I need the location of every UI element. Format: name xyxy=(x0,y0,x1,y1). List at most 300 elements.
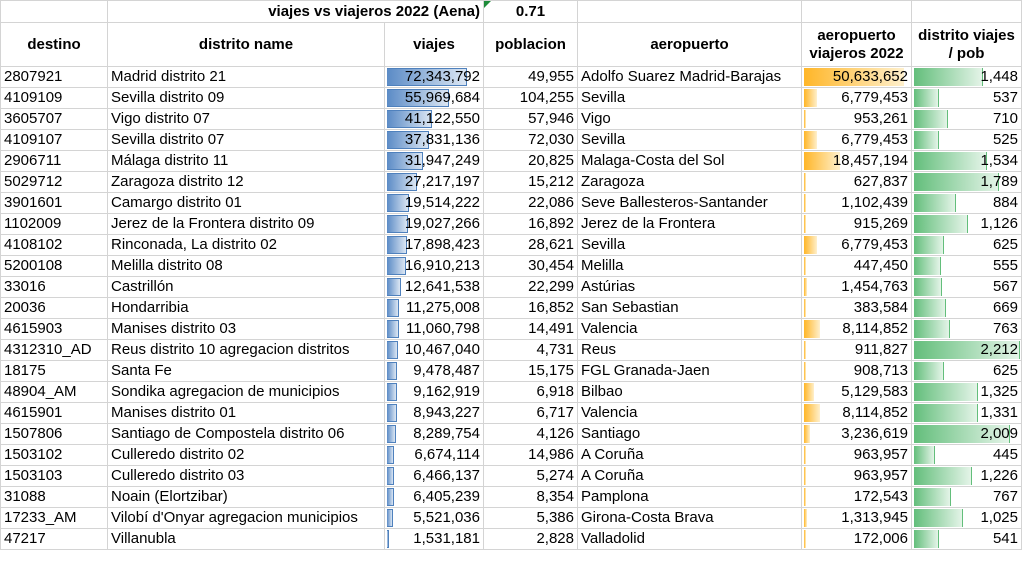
cell-poblacion-value: 22,299 xyxy=(528,278,574,295)
cell-viajeros[interactable] xyxy=(802,67,912,88)
cell-viajes[interactable] xyxy=(385,130,484,151)
cell-distrito-name-value: Culleredo distrito 02 xyxy=(111,446,245,463)
cell-aeropuerto[interactable] xyxy=(578,130,802,151)
cell-aeropuerto[interactable] xyxy=(578,193,802,214)
cell-viajes[interactable] xyxy=(385,67,484,88)
cell-distrito-name-value: Villanubla xyxy=(111,530,176,547)
comment-indicator-icon xyxy=(484,1,491,8)
cell-poblacion[interactable] xyxy=(484,382,578,403)
cell-viajeros-value: 627,837 xyxy=(853,173,908,190)
cell-aeropuerto-value: Girona-Costa Brava xyxy=(581,509,714,526)
cell-destino-value: 1503102 xyxy=(4,446,63,463)
cell-destino[interactable] xyxy=(1,382,108,403)
cell-viajeros[interactable] xyxy=(802,109,912,130)
cell-aeropuerto[interactable] xyxy=(578,361,802,382)
cell-aeropuerto-value: Sevilla xyxy=(581,89,626,106)
cell-distrito-name[interactable] xyxy=(108,382,385,403)
header-distrito-name[interactable]: distrito name xyxy=(108,23,385,67)
cell-ratio-value: 525 xyxy=(992,131,1018,148)
cell-viajes-value: 1,531,181 xyxy=(413,530,480,547)
cell-destino[interactable] xyxy=(1,109,108,130)
data-bar xyxy=(387,446,394,464)
cell-ratio[interactable] xyxy=(912,67,1022,88)
cell-viajeros-value: 172,006 xyxy=(853,530,908,547)
cell-distrito-name-value: Culleredo distrito 03 xyxy=(111,467,245,484)
cell-aeropuerto-value: Adolfo Suarez Madrid-Barajas xyxy=(581,68,782,85)
header-poblacion[interactable]: poblacion xyxy=(484,23,578,67)
cell-viajeros[interactable] xyxy=(802,277,912,298)
cell-ratio-value: 1,126 xyxy=(980,215,1018,232)
cell-poblacion[interactable] xyxy=(484,151,578,172)
data-bar xyxy=(804,509,807,527)
cell-destino[interactable] xyxy=(1,361,108,382)
cell-poblacion[interactable] xyxy=(484,361,578,382)
cell-viajeros[interactable] xyxy=(802,340,912,361)
cell-viajeros-value: 908,713 xyxy=(853,362,908,379)
cell-aeropuerto[interactable] xyxy=(578,214,802,235)
cell-distrito-name[interactable] xyxy=(108,88,385,109)
cell-aeropuerto[interactable] xyxy=(578,172,802,193)
cell-destino[interactable] xyxy=(1,529,108,550)
data-bar xyxy=(804,110,806,128)
cell-destino-value: 4615901 xyxy=(4,404,63,421)
cell-aeropuerto-value: Bilbao xyxy=(581,383,623,400)
cell-ratio-value: 1,325 xyxy=(980,383,1018,400)
cell-viajes[interactable] xyxy=(385,529,484,550)
data-bar xyxy=(914,362,944,380)
correlation-cell[interactable]: 0.71 xyxy=(484,1,578,23)
table-row xyxy=(1,172,1022,193)
header-aeropuerto[interactable]: aeropuerto xyxy=(578,23,802,67)
cell-aeropuerto[interactable] xyxy=(578,235,802,256)
cell-poblacion[interactable] xyxy=(484,403,578,424)
data-bar xyxy=(914,446,935,464)
cell-poblacion[interactable] xyxy=(484,445,578,466)
cell-viajes[interactable] xyxy=(385,382,484,403)
cell-viajeros-value: 8,114,852 xyxy=(842,320,908,337)
cell-aeropuerto[interactable] xyxy=(578,151,802,172)
cell-destino[interactable] xyxy=(1,193,108,214)
cell-ratio[interactable] xyxy=(912,508,1022,529)
cell-aeropuerto[interactable] xyxy=(578,109,802,130)
cell-viajes[interactable] xyxy=(385,214,484,235)
cell-distrito-name[interactable] xyxy=(108,466,385,487)
cell-viajes[interactable] xyxy=(385,298,484,319)
cell-poblacion-value: 49,955 xyxy=(528,68,574,85)
cell-aeropuerto-value: Astúrias xyxy=(581,278,636,295)
cell-viajes-value: 19,027,266 xyxy=(404,215,480,232)
cell-distrito-name[interactable] xyxy=(108,403,385,424)
cell-viajeros-value: 447,450 xyxy=(853,257,908,274)
cell-poblacion-value: 8,354 xyxy=(536,488,574,505)
cell-destino[interactable] xyxy=(1,466,108,487)
cell-viajeros[interactable] xyxy=(802,172,912,193)
cell-poblacion[interactable] xyxy=(484,508,578,529)
cell-viajeros-value: 18,457,194 xyxy=(832,152,908,169)
cell-ratio[interactable] xyxy=(912,445,1022,466)
cell-poblacion-value: 104,255 xyxy=(519,89,574,106)
cell-ratio-value: 541 xyxy=(992,530,1018,547)
cell-viajeros[interactable] xyxy=(802,382,912,403)
cell-ratio-value: 767 xyxy=(992,488,1018,505)
header-ratio[interactable]: distrito viajes / pob xyxy=(912,23,1022,67)
cell-viajeros-value: 915,269 xyxy=(853,215,908,232)
header-viajeros[interactable]: aeropuerto viajeros 2022 xyxy=(802,23,912,67)
cell-viajes[interactable] xyxy=(385,403,484,424)
cell-ratio-value: 537 xyxy=(992,89,1018,106)
cell-destino[interactable] xyxy=(1,424,108,445)
table-row xyxy=(1,235,1022,256)
cell-viajeros-value: 172,543 xyxy=(853,488,908,505)
data-bar xyxy=(914,215,968,233)
cell-destino[interactable] xyxy=(1,88,108,109)
table-row xyxy=(1,403,1022,424)
cell-viajes-value: 9,162,919 xyxy=(413,383,480,400)
cell-ratio[interactable] xyxy=(912,487,1022,508)
data-bar xyxy=(804,488,806,506)
cell-ratio[interactable] xyxy=(912,151,1022,172)
data-bar xyxy=(914,110,948,128)
cell-ratio[interactable] xyxy=(912,466,1022,487)
cell-distrito-name[interactable] xyxy=(108,151,385,172)
cell-distrito-name-value: Hondarribia xyxy=(111,299,189,316)
cell-aeropuerto[interactable] xyxy=(578,382,802,403)
cell-ratio[interactable] xyxy=(912,172,1022,193)
cell-viajeros-value: 8,114,852 xyxy=(842,404,908,421)
cell-viajeros[interactable] xyxy=(802,256,912,277)
table-row xyxy=(1,382,1022,403)
cell-aeropuerto-value: A Coruña xyxy=(581,446,644,463)
table-row xyxy=(1,277,1022,298)
cell-poblacion[interactable] xyxy=(484,298,578,319)
cell-viajes[interactable] xyxy=(385,424,484,445)
cell-distrito-name-value: Jerez de la Frontera distrito 09 xyxy=(111,215,315,232)
cell-viajes-value: 8,943,227 xyxy=(413,404,480,421)
cell-destino[interactable] xyxy=(1,67,108,88)
cell-viajeros[interactable] xyxy=(802,445,912,466)
cell-viajes[interactable] xyxy=(385,193,484,214)
cell-poblacion[interactable] xyxy=(484,130,578,151)
table-row xyxy=(1,424,1022,445)
cell-distrito-name[interactable] xyxy=(108,445,385,466)
cell-ratio[interactable] xyxy=(912,361,1022,382)
cell-poblacion[interactable] xyxy=(484,67,578,88)
cell-destino[interactable] xyxy=(1,298,108,319)
cell-distrito-name[interactable] xyxy=(108,340,385,361)
cell-viajeros-value: 911,827 xyxy=(854,341,908,358)
cell-destino[interactable] xyxy=(1,172,108,193)
cell-destino[interactable] xyxy=(1,319,108,340)
cell-viajeros[interactable] xyxy=(802,361,912,382)
cell-poblacion[interactable] xyxy=(484,529,578,550)
cell-viajeros[interactable] xyxy=(802,88,912,109)
cell-ratio[interactable] xyxy=(912,130,1022,151)
cell-aeropuerto[interactable] xyxy=(578,424,802,445)
cell-ratio[interactable] xyxy=(912,382,1022,403)
cell-distrito-name[interactable] xyxy=(108,235,385,256)
cell-viajes-value: 8,289,754 xyxy=(413,425,480,442)
cell-destino-value: 3605707 xyxy=(4,110,63,127)
cell-poblacion[interactable] xyxy=(484,193,578,214)
cell-aeropuerto-value: FGL Granada-Jaen xyxy=(581,362,710,379)
data-bar xyxy=(914,89,939,107)
cell-distrito-name[interactable] xyxy=(108,277,385,298)
cell-viajes-value: 12,641,538 xyxy=(404,278,480,295)
cell-distrito-name-value: Reus distrito 10 agregacion distritos xyxy=(111,341,350,358)
cell-ratio[interactable] xyxy=(912,319,1022,340)
cell-aeropuerto[interactable] xyxy=(578,529,802,550)
cell-viajes[interactable] xyxy=(385,340,484,361)
cell-viajes-value: 31,947,249 xyxy=(404,152,480,169)
cell-viajes[interactable] xyxy=(385,466,484,487)
cell-aeropuerto[interactable] xyxy=(578,466,802,487)
cell-poblacion-value: 20,825 xyxy=(528,152,574,169)
cell-viajeros[interactable] xyxy=(802,508,912,529)
cell-viajes[interactable] xyxy=(385,109,484,130)
data-bar xyxy=(387,320,399,338)
cell-viajeros[interactable] xyxy=(802,298,912,319)
cell-viajes[interactable] xyxy=(385,487,484,508)
cell-destino-value: 47217 xyxy=(4,530,46,547)
cell-viajeros[interactable] xyxy=(802,424,912,445)
cell-distrito-name[interactable] xyxy=(108,424,385,445)
cell[interactable] xyxy=(578,1,802,23)
cell-ratio-value: 1,448 xyxy=(980,68,1018,85)
cell-poblacion[interactable] xyxy=(484,466,578,487)
cell-viajes-value: 37,831,136 xyxy=(404,131,480,148)
cell-aeropuerto[interactable] xyxy=(578,277,802,298)
table-row xyxy=(1,340,1022,361)
cell-ratio-value: 1,025 xyxy=(980,509,1018,526)
cell-distrito-name-value: Noain (Elortzibar) xyxy=(111,488,228,505)
cell-distrito-name[interactable] xyxy=(108,109,385,130)
cell-aeropuerto[interactable] xyxy=(578,340,802,361)
cell-destino[interactable] xyxy=(1,487,108,508)
cell-viajeros[interactable] xyxy=(802,235,912,256)
cell-aeropuerto[interactable] xyxy=(578,256,802,277)
cell-distrito-name[interactable] xyxy=(108,298,385,319)
cell-poblacion[interactable] xyxy=(484,424,578,445)
cell-viajeros[interactable] xyxy=(802,151,912,172)
cell-poblacion-value: 15,212 xyxy=(528,173,574,190)
data-bar xyxy=(804,215,806,233)
cell-distrito-name-value: Melilla distrito 08 xyxy=(111,257,223,274)
cell-aeropuerto-value: Seve Ballesteros-Santander xyxy=(581,194,768,211)
table-row xyxy=(1,466,1022,487)
cell-distrito-name-value: Madrid distrito 21 xyxy=(111,68,227,85)
cell-aeropuerto[interactable] xyxy=(578,487,802,508)
table-row xyxy=(1,193,1022,214)
cell-poblacion[interactable] xyxy=(484,319,578,340)
cell-poblacion[interactable] xyxy=(484,235,578,256)
data-bar xyxy=(804,278,807,296)
cell-viajes-value: 11,060,798 xyxy=(406,320,480,337)
data-bar xyxy=(914,236,944,254)
cell-destino[interactable] xyxy=(1,256,108,277)
data-bar xyxy=(804,89,817,107)
cell-destino[interactable] xyxy=(1,340,108,361)
cell-viajeros[interactable] xyxy=(802,487,912,508)
cell[interactable] xyxy=(802,1,912,23)
cell-aeropuerto[interactable] xyxy=(578,508,802,529)
cell-poblacion-value: 4,731 xyxy=(536,341,574,358)
table-row xyxy=(1,151,1022,172)
cell-viajes[interactable] xyxy=(385,235,484,256)
cell-aeropuerto-value: Valencia xyxy=(581,404,638,421)
cell-destino[interactable] xyxy=(1,235,108,256)
cell-destino-value: 1507806 xyxy=(4,425,63,442)
cell-poblacion-value: 2,828 xyxy=(536,530,574,547)
cell-destino[interactable] xyxy=(1,214,108,235)
cell-ratio[interactable] xyxy=(912,424,1022,445)
cell-poblacion[interactable] xyxy=(484,214,578,235)
cell-viajes[interactable] xyxy=(385,88,484,109)
cell-viajes[interactable] xyxy=(385,172,484,193)
cell-poblacion[interactable] xyxy=(484,256,578,277)
cell-distrito-name[interactable] xyxy=(108,508,385,529)
table-row xyxy=(1,319,1022,340)
cell-poblacion[interactable] xyxy=(484,487,578,508)
data-bar xyxy=(387,425,396,443)
cell-destino[interactable] xyxy=(1,508,108,529)
cell-ratio[interactable] xyxy=(912,193,1022,214)
cell-viajes[interactable] xyxy=(385,319,484,340)
cell-ratio[interactable] xyxy=(912,214,1022,235)
cell-ratio-value: 1,789 xyxy=(980,173,1018,190)
cell-ratio[interactable] xyxy=(912,109,1022,130)
cell-distrito-name[interactable] xyxy=(108,361,385,382)
table-row xyxy=(1,130,1022,151)
cell-ratio-value: 555 xyxy=(992,257,1018,274)
header-destino[interactable]: destino xyxy=(1,23,108,67)
cell-viajeros[interactable] xyxy=(802,130,912,151)
cell-distrito-name[interactable] xyxy=(108,130,385,151)
cell-aeropuerto-value: Malaga-Costa del Sol xyxy=(581,152,725,169)
data-bar xyxy=(387,341,398,359)
cell-destino-value: 1503103 xyxy=(4,467,63,484)
cell-aeropuerto[interactable] xyxy=(578,298,802,319)
cell-viajeros[interactable] xyxy=(802,193,912,214)
cell-viajeros[interactable] xyxy=(802,403,912,424)
cell-poblacion[interactable] xyxy=(484,88,578,109)
cell[interactable] xyxy=(912,1,1022,23)
cell-ratio-value: 2,212 xyxy=(980,341,1018,358)
cell-ratio-value: 710 xyxy=(992,110,1018,127)
cell-destino[interactable] xyxy=(1,445,108,466)
cell-poblacion-value: 14,986 xyxy=(528,446,574,463)
cell-aeropuerto-value: Reus xyxy=(581,341,617,358)
cell-viajeros-value: 6,779,453 xyxy=(841,89,908,106)
cell-ratio[interactable] xyxy=(912,529,1022,550)
cell-aeropuerto[interactable] xyxy=(578,403,802,424)
cell-viajes[interactable] xyxy=(385,256,484,277)
cell-distrito-name-value: Sevilla distrito 09 xyxy=(111,89,225,106)
cell-aeropuerto[interactable] xyxy=(578,67,802,88)
cell-aeropuerto[interactable] xyxy=(578,319,802,340)
cell-destino-value: 31088 xyxy=(4,488,46,505)
cell-ratio[interactable] xyxy=(912,298,1022,319)
cell-poblacion-value: 5,274 xyxy=(536,467,574,484)
cell-poblacion[interactable] xyxy=(484,172,578,193)
cell-ratio[interactable] xyxy=(912,277,1022,298)
data-bar xyxy=(387,383,397,401)
cell-viajes-value: 9,478,487 xyxy=(413,362,480,379)
cell-distrito-name[interactable] xyxy=(108,172,385,193)
cell-ratio-value: 1,534 xyxy=(980,152,1018,169)
cell-distrito-name[interactable] xyxy=(108,529,385,550)
cell-ratio[interactable] xyxy=(912,340,1022,361)
cell-viajes[interactable] xyxy=(385,445,484,466)
cell-distrito-name[interactable] xyxy=(108,487,385,508)
cell-poblacion-value: 22,086 xyxy=(528,194,574,211)
data-bar xyxy=(387,404,397,422)
cell-poblacion-value: 28,621 xyxy=(528,236,574,253)
data-bar xyxy=(804,131,817,149)
cell-viajes[interactable] xyxy=(385,361,484,382)
data-bar xyxy=(387,257,406,275)
header-viajes[interactable]: viajes xyxy=(385,23,484,67)
cell-viajeros-value: 1,313,945 xyxy=(841,509,908,526)
cell-distrito-name[interactable] xyxy=(108,256,385,277)
cell-viajeros[interactable] xyxy=(802,319,912,340)
cell-ratio[interactable] xyxy=(912,88,1022,109)
cell-destino[interactable] xyxy=(1,130,108,151)
cell-poblacion[interactable] xyxy=(484,340,578,361)
cell-aeropuerto[interactable] xyxy=(578,445,802,466)
cell-distrito-name[interactable] xyxy=(108,193,385,214)
cell-viajeros[interactable] xyxy=(802,214,912,235)
cell-viajes[interactable] xyxy=(385,508,484,529)
cell-destino-value: 18175 xyxy=(4,362,46,379)
data-bar xyxy=(387,362,397,380)
cell-viajeros[interactable] xyxy=(802,529,912,550)
cell-aeropuerto-value: A Coruña xyxy=(581,467,644,484)
sheet-title[interactable]: viajes vs viajeros 2022 (Aena) xyxy=(108,1,484,23)
cell-viajes[interactable] xyxy=(385,151,484,172)
header-row xyxy=(1,23,1022,67)
cell-ratio-value: 884 xyxy=(992,194,1018,211)
cell[interactable] xyxy=(1,1,108,23)
cell-viajes[interactable] xyxy=(385,277,484,298)
data-bar xyxy=(914,257,941,275)
cell-destino[interactable] xyxy=(1,403,108,424)
cell-poblacion-value: 6,918 xyxy=(536,383,574,400)
table-row xyxy=(1,214,1022,235)
cell-aeropuerto-value: Valencia xyxy=(581,320,638,337)
cell-destino[interactable] xyxy=(1,277,108,298)
cell-distrito-name-value: Camargo distrito 01 xyxy=(111,194,242,211)
cell-viajeros[interactable] xyxy=(802,466,912,487)
cell-distrito-name[interactable] xyxy=(108,214,385,235)
cell-viajeros-value: 1,102,439 xyxy=(841,194,908,211)
cell-destino-value: 4312310_AD xyxy=(4,341,92,358)
cell-ratio[interactable] xyxy=(912,403,1022,424)
cell-distrito-name[interactable] xyxy=(108,319,385,340)
cell-aeropuerto-value: San Sebastian xyxy=(581,299,679,316)
cell-viajeros-value: 953,261 xyxy=(853,110,908,127)
cell-poblacion[interactable] xyxy=(484,109,578,130)
cell-viajeros-value: 963,957 xyxy=(853,467,908,484)
cell-destino[interactable] xyxy=(1,151,108,172)
cell-poblacion[interactable] xyxy=(484,277,578,298)
cell-distrito-name[interactable] xyxy=(108,67,385,88)
cell-aeropuerto-value: Sevilla xyxy=(581,236,626,253)
cell-ratio[interactable] xyxy=(912,256,1022,277)
cell-aeropuerto[interactable] xyxy=(578,88,802,109)
cell-viajes-value: 11,275,008 xyxy=(406,299,480,316)
cell-ratio[interactable] xyxy=(912,235,1022,256)
table-row xyxy=(1,88,1022,109)
